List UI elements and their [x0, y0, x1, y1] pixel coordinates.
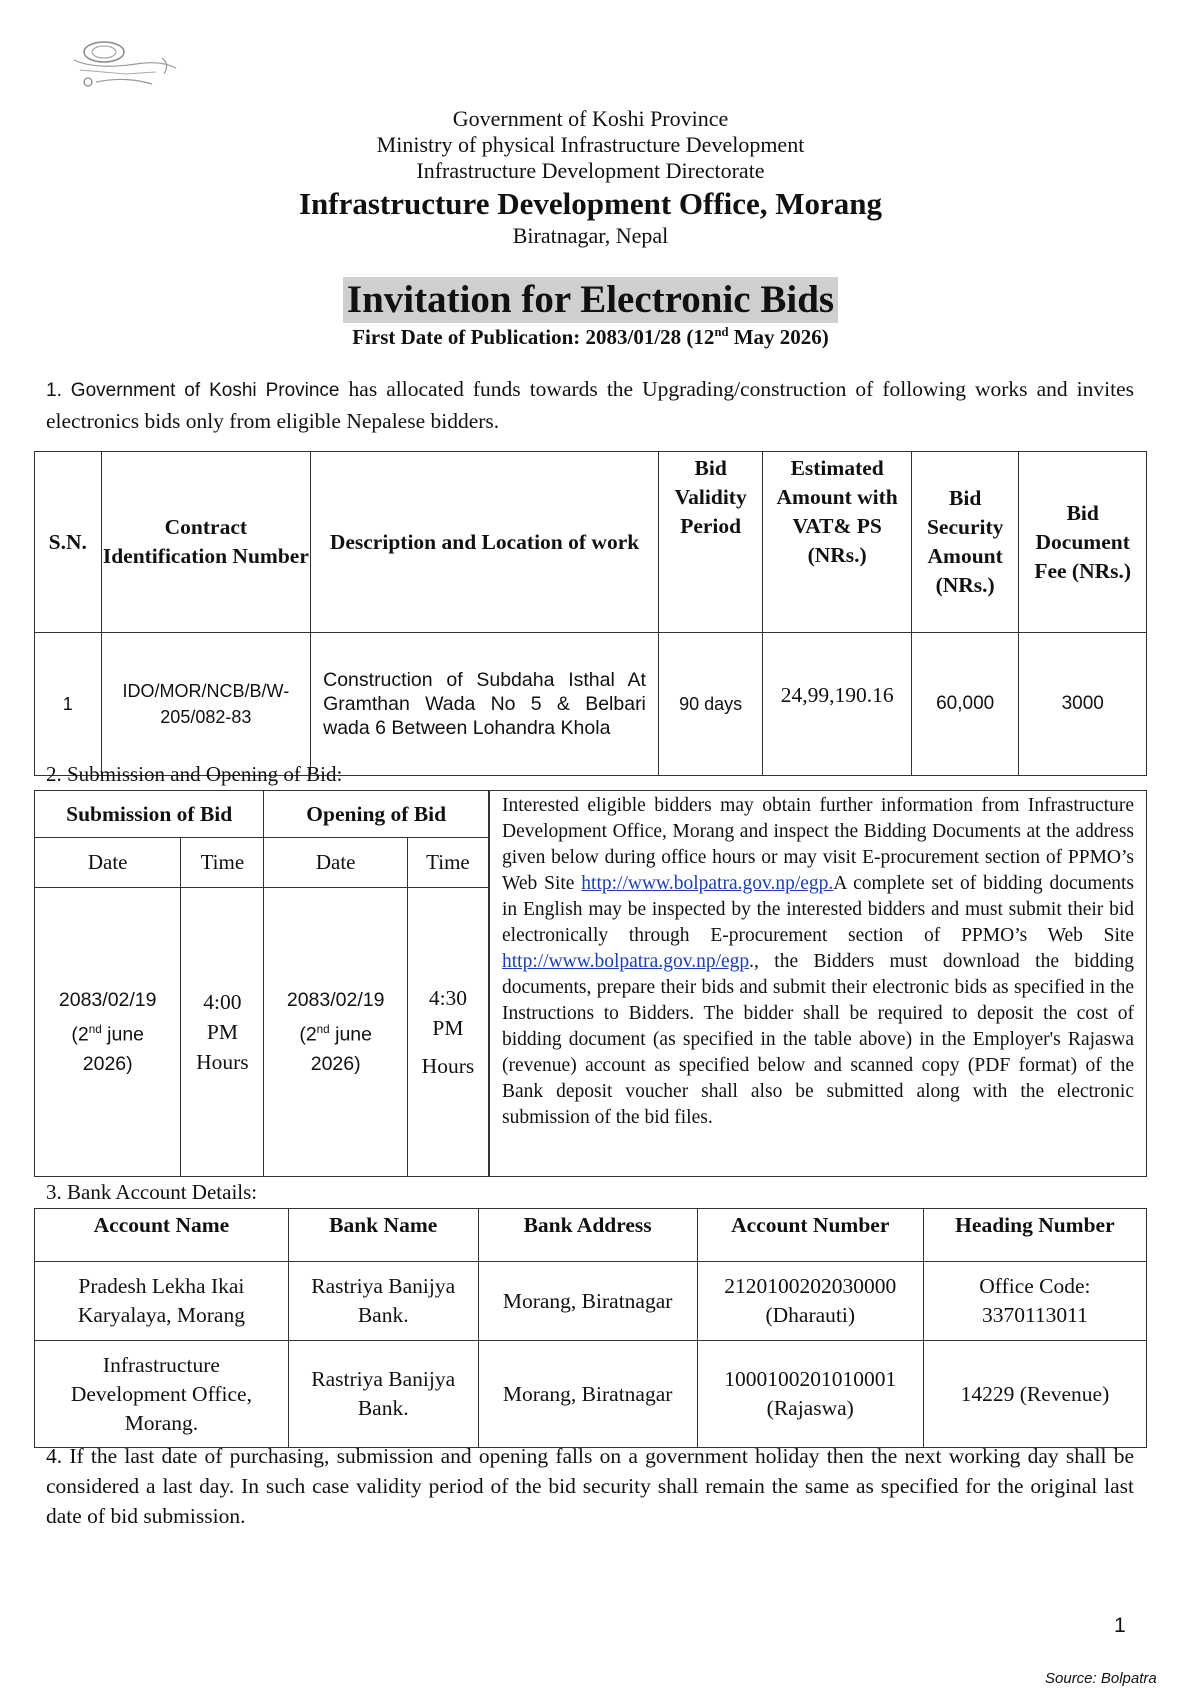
- cell-account-name: Pradesh Lekha Ikai Karyalaya, Morang: [35, 1262, 289, 1341]
- open-time-line1: 4:30: [428, 986, 468, 1010]
- government-logo-icon: [66, 30, 196, 105]
- header-directorate: Infrastructure Development Directorate: [416, 158, 765, 183]
- sub-date-post: june: [101, 1023, 145, 1046]
- open-time-label: Time: [407, 838, 488, 888]
- cell-fee: 3000: [1019, 633, 1147, 776]
- section-2-label: 2. Submission and Opening of Bid:: [46, 762, 343, 786]
- table-row: [35, 1341, 1147, 1448]
- cell-account-number: [697, 1262, 923, 1341]
- col-account-number: Account Number: [697, 1209, 923, 1262]
- open-date-sup: nd: [316, 1022, 330, 1036]
- section-1-text: has allocated funds towards the Upgrading/construction of following works and invites electronics bids only from eligible Nepalese bidders.: [46, 377, 1135, 433]
- col-bank-name: Bank Name: [288, 1209, 478, 1262]
- open-date-label: Date: [264, 838, 408, 888]
- header-location: Biratnagar, Nepal: [512, 223, 669, 248]
- sub-date-line3: 2026): [82, 1053, 133, 1076]
- col-account-name: Account Name: [35, 1209, 289, 1262]
- cell-sn: 1: [35, 633, 102, 776]
- sub-date-pre: (2: [71, 1023, 89, 1046]
- section-1-highlight: Government of Koshi Province: [70, 380, 340, 401]
- cell-estimated: 24,99,190.16: [763, 633, 911, 776]
- open-time-value: [407, 888, 488, 1177]
- account-number-value: 2120100202030000: [724, 1274, 897, 1298]
- publication-date-suffix: May 2026): [728, 325, 829, 349]
- header-ministry: Ministry of physical Infrastructure Development: [376, 132, 805, 157]
- section-3-label: 3. Bank Account Details:: [46, 1180, 258, 1204]
- open-time-line2: PM: [432, 1016, 464, 1040]
- cell-bank-name: Rastriya Banijya Bank.: [288, 1262, 478, 1341]
- col-estimated: Estimated Amount with VAT& PS (NRs.): [763, 452, 911, 633]
- section-1-paragraph: [46, 374, 1134, 436]
- cell-account-number: [697, 1341, 923, 1448]
- cell-validity: 90 days: [658, 633, 763, 776]
- col-contract-id: Contract Identification Number: [101, 452, 311, 633]
- bolpatra-link-1[interactable]: http://www.bolpatra.gov.np/egp.: [581, 873, 834, 894]
- info-text-1: Interested eligible bidders may obtain further information from Infrastructure Development Office, Morang and inspect the Bidding Documents at the address given below during office hours or may visit E-procurement section of PPMO’s Web Site: [502, 795, 1134, 894]
- col-bank-address: Bank Address: [478, 1209, 697, 1262]
- info-text-2: A complete set of bidding documents in English may be inspected by the interested bidders and must submit their bid electronically through E-procurement section of PPMO’s Web Site: [502, 873, 1134, 946]
- cell-bank-name: Rastriya Banijya Bank.: [288, 1341, 478, 1448]
- sub-time-label: Time: [181, 838, 264, 888]
- open-date-post: june: [329, 1023, 372, 1046]
- cell-contract-id: IDO/MOR/NCB/B/W-205/082-83: [101, 633, 311, 776]
- publication-date-sup: nd: [714, 325, 729, 339]
- open-date-value: [264, 888, 408, 1177]
- works-table: [34, 451, 1147, 776]
- page-number: 1: [1114, 1614, 1126, 1637]
- bolpatra-link-2[interactable]: http://www.bolpatra.gov.np/egp: [502, 951, 750, 972]
- col-description: Description and Location of work: [311, 452, 659, 633]
- open-date-line3: 2026): [310, 1053, 361, 1076]
- cell-description: Construction of Subdaha Isthal At Gramthan Wada No 5 & Belbari wada 6 Between Lohandra Khola: [311, 633, 659, 776]
- sub-date-sup: nd: [88, 1022, 102, 1036]
- info-text-3: ., the Bidders must download the bidding documents, prepare their bids and submit their electronic bids as specified in the Instructions to Bidders. The bidder shall be required to deposit the cost of bidding document (as specified in the table above) in the Employer's Rajaswa (revenue) account as specified below and scanned copy (PDF format) of the Bank deposit voucher shall also be submitted along with the electronic submission of the bid files.: [502, 951, 1134, 1128]
- cell-security: 60,000: [911, 633, 1019, 776]
- col-security: Bid Security Amount (NRs.): [911, 452, 1019, 633]
- sub-date-label: Date: [35, 838, 181, 888]
- cell-heading-number: Office Code: 3370113011: [923, 1262, 1146, 1341]
- title-container: [0, 277, 1181, 323]
- header-government: Government of Koshi Province: [452, 106, 729, 131]
- open-date-line1: 2083/02/19: [286, 988, 385, 1011]
- page-title: Invitation for Electronic Bids: [343, 277, 838, 323]
- table-row: [35, 1262, 1147, 1341]
- header-office: Infrastructure Development Office, Morang: [298, 186, 883, 221]
- section-1-number: 1.: [46, 380, 71, 401]
- open-time-line3: Hours: [421, 1054, 475, 1078]
- cell-account-name: Infrastructure Development Office, Morang.: [35, 1341, 289, 1448]
- open-date-pre: (2: [299, 1023, 317, 1046]
- col-validity: Bid Validity Period: [658, 452, 763, 633]
- sub-date-value: [35, 888, 181, 1177]
- account-number-note: (Rajaswa): [766, 1396, 854, 1420]
- submission-opening-table: [34, 790, 489, 1177]
- source-note: Source: Bolpatra: [1045, 1670, 1157, 1687]
- section-4-paragraph: 4. If the last date of purchasing, submission and opening falls on a government holiday then the next working day shall be considered a last day. In such case validity period of the bid security shall remain the same as specified for the original last date of bid submission.: [46, 1444, 1134, 1528]
- sub-time-value: [181, 888, 264, 1177]
- publication-date-prefix: First Date of Publication: 2083/01/28 (12: [352, 325, 715, 349]
- sub-time-line2: PM: [206, 1020, 238, 1044]
- publication-date: [0, 325, 1181, 350]
- account-number-note: (Dharauti): [765, 1303, 856, 1327]
- submission-header: Submission of Bid: [35, 791, 264, 838]
- bid-information-box: [489, 790, 1147, 1177]
- cell-bank-address: Morang, Biratnagar: [478, 1262, 697, 1341]
- opening-header: Opening of Bid: [264, 791, 489, 838]
- bank-account-table: [34, 1208, 1147, 1448]
- sub-date-line1: 2083/02/19: [58, 988, 157, 1011]
- sub-time-line3: Hours: [196, 1050, 249, 1074]
- cell-bank-address: Morang, Biratnagar: [478, 1341, 697, 1448]
- col-fee: Bid Document Fee (NRs.): [1019, 452, 1147, 633]
- col-heading-number: Heading Number: [923, 1209, 1146, 1262]
- col-sn: S.N.: [35, 452, 102, 633]
- sub-time-line1: 4:00: [203, 990, 242, 1014]
- account-number-value: 1000100201010001: [724, 1367, 897, 1391]
- cell-heading-number: 14229 (Revenue): [923, 1341, 1146, 1448]
- table-row: [35, 633, 1147, 776]
